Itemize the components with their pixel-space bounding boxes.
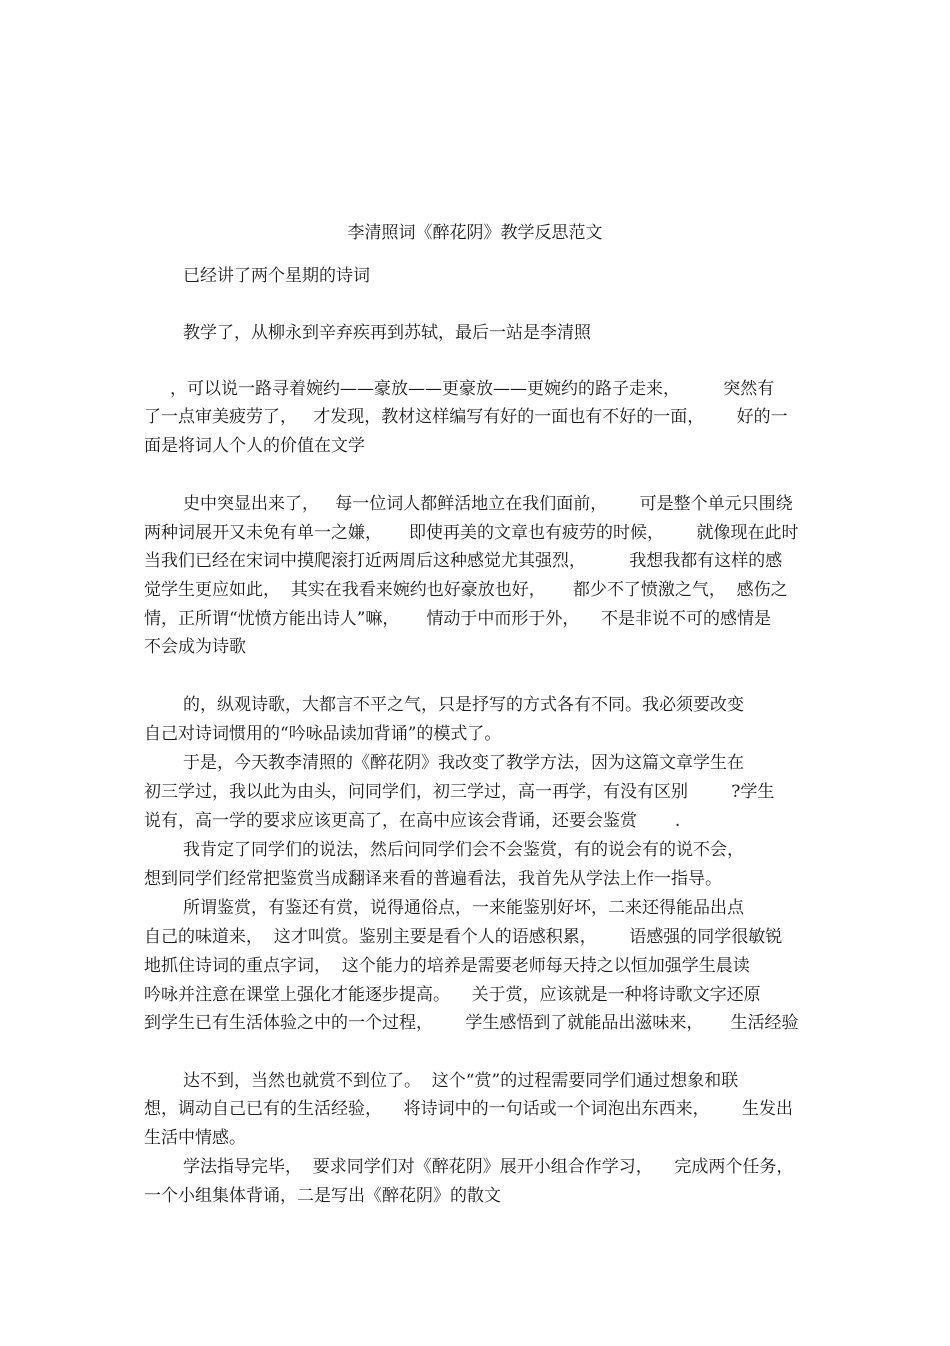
- paragraph-line: 了一点审美疲劳了， 才发现，教材这样编写有好的一面也有不好的一面， 好的一: [144, 407, 788, 427]
- paragraph-line: 达不到，当然也就赏不到位了。 这个“赏”的过程需要同学们通过想象和联: [183, 1071, 739, 1091]
- paragraph-line: 两种词展开又未免有单一之嫌， 即使再美的文章也有疲劳的时候， 就像现在此时: [144, 523, 799, 543]
- paragraph-line: 初三学过，我以此为由头，问同学们，初三学过，高一再学，有没有区别 ?学生: [144, 782, 775, 802]
- paragraph-line: 自己对诗词惯用的“吟咏品读加背诵”的模式了。: [144, 724, 502, 744]
- paragraph-line: 所谓鉴赏，有鉴还有赏，说得通俗点，一来能鉴别好坏，二来还得能品出点: [183, 898, 744, 918]
- paragraph-line: ，可以说一路寻着婉约——豪放——更豪放——更婉约的路子走来， 突然有: [170, 379, 775, 399]
- paragraph-line: 地抓住诗词的重点字词， 这个能力的培养是需要老师每天持之以恒加强学生晨读: [144, 956, 750, 976]
- paragraph-line: 于是，今天教李清照的《醉花阴》我改变了教学方法，因为这篇文章学生在: [183, 753, 744, 773]
- paragraph-line: 到学生已有生活体验之中的一个过程， 学生感悟到了就能品出滋味来， 生活经验: [144, 1013, 799, 1033]
- paragraph-line: 我肯定了同学们的说法，然后问同学们会不会鉴赏，有的说会有的说不会，: [183, 840, 744, 860]
- paragraph-line: 一个小组集体背诵，二是写出《醉花阴》的散文: [144, 1186, 501, 1206]
- paragraph-line: 生活中情感。: [144, 1128, 246, 1148]
- paragraph-line: 想到同学们经常把鉴赏当成翻译来看的普遍看法，我首先从学法上作一指导。: [144, 869, 722, 889]
- paragraph-line: 想，调动自己已有的生活经验， 将诗词中的一句话或一个词泡出东西来， 生发出: [144, 1099, 794, 1119]
- paragraph-line: 说有，高一学的要求应该更高了，在高中应该会背诵，还要会鉴赏 .: [144, 811, 681, 831]
- paragraph-line: 史中突显出来了， 每一位词人都鲜活地立在我们面前， 可是整个单元只围绕: [183, 494, 793, 514]
- paragraph-line: 的，纵观诗歌，大都言不平之气，只是抒写的方式各有不同。我必须要改变: [183, 695, 744, 715]
- paragraph-line: 面是将词人个人的价值在文学: [144, 436, 365, 456]
- paragraph-line: 已经讲了两个星期的诗词: [183, 266, 370, 286]
- paragraph-line: 不会成为诗歌: [144, 637, 246, 657]
- paragraph-line: 自己的味道来， 这才叫赏。鉴别主要是看个人的语感积累， 语感强的同学很敏锐: [144, 927, 783, 947]
- paragraph-line: 学法指导完毕， 要求同学们对《醉花阴》展开小组合作学习， 完成两个任务，: [183, 1157, 794, 1177]
- paragraph-line: 当我们已经在宋词中摸爬滚打近两周后这种感觉尤其强烈， 我想我都有这样的感: [144, 551, 783, 571]
- paragraph-line: 吟咏并注意在课堂上强化才能逐步提高。 关于赏，应该就是一种将诗歌文字还原: [144, 985, 761, 1005]
- paragraph-line: 情，正所谓“忧愤方能出诗人”嘛， 情动于中而形于外， 不是非说不可的感情是: [144, 609, 772, 629]
- paragraph-line: 觉学生更应如此， 其实在我看来婉约也好豪放也好， 都少不了愤激之气， 感伤之: [144, 580, 788, 600]
- paragraph-line: 教学了，从柳永到辛弃疾再到苏轼，最后一站是李清照: [183, 323, 591, 343]
- document-title: 李清照词《醉花阴》教学反思范文: [347, 223, 603, 243]
